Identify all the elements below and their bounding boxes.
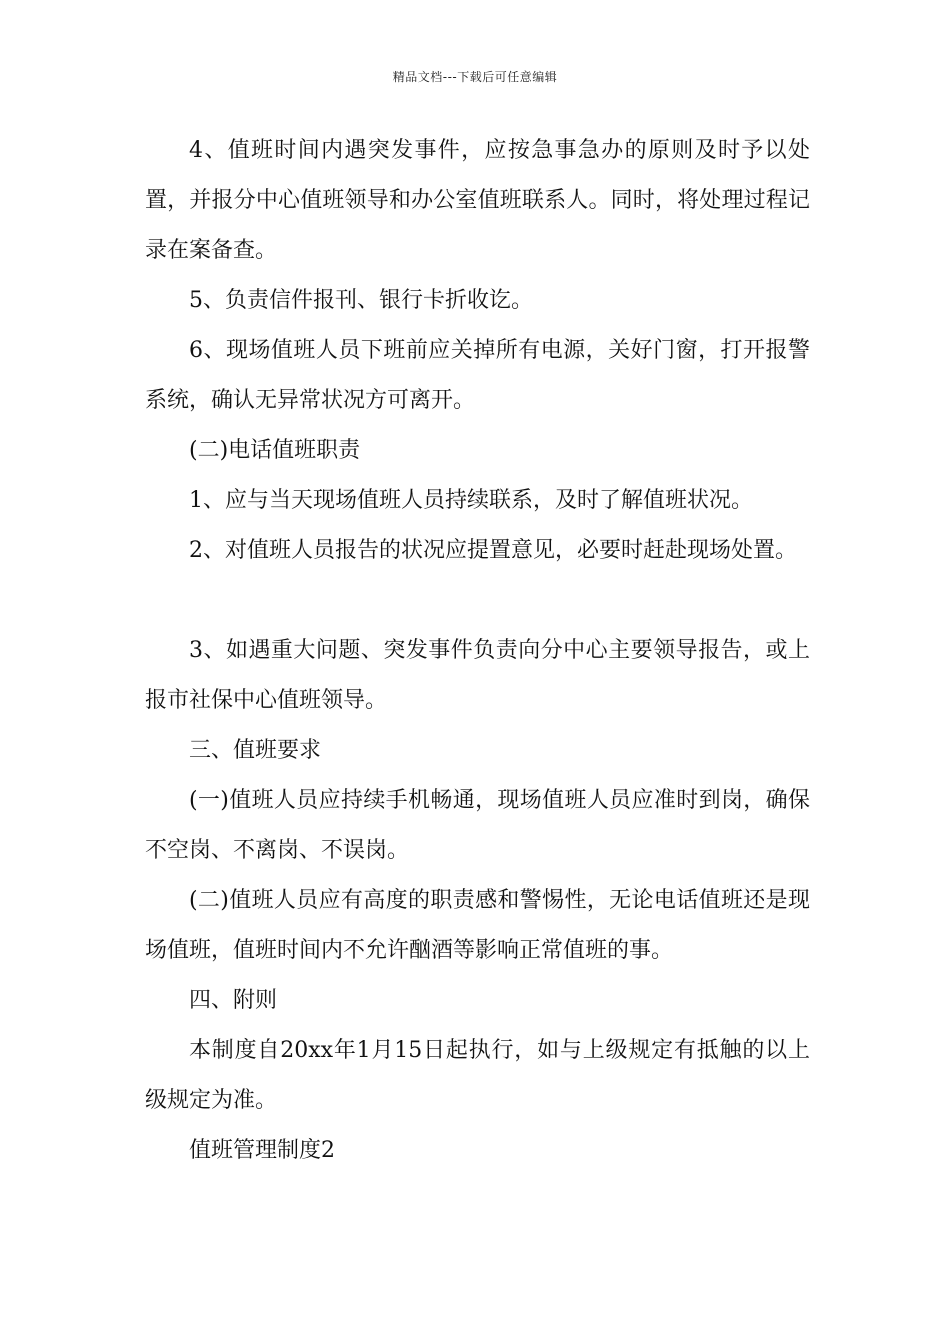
- paragraph-appendix: 本制度自20xx年1月15日起执行，如与上级规定有抵触的以上级规定为准。: [145, 1038, 810, 1113]
- page-header: 精品文档---下载后可任意编辑: [392, 70, 558, 84]
- paragraph-duty-6: 6、现场值班人员下班前应关掉所有电源，关好门窗，打开报警系统，确认无异常状况方可离开。: [145, 338, 810, 413]
- paragraph-requirement-2: (二)值班人员应有高度的职责感和警惕性，无论电话值班还是现场值班，值班时间内不允许酗酒等影响正常值班的事。: [145, 888, 810, 963]
- section-heading-requirements: 三、值班要求: [189, 738, 322, 763]
- document-body: [145, 126, 810, 1176]
- paragraph-phone-duty-3: 3、如遇重大问题、突发事件负责向分中心主要领导报告，或上报市社保中心值班领导。: [145, 638, 810, 713]
- blank-line: [145, 576, 810, 626]
- paragraph-phone-duty-2: 2、对值班人员报告的状况应提置意见，必要时赶赴现场处置。: [189, 538, 797, 563]
- paragraph-requirement-1: (一)值班人员应持续手机畅通，现场值班人员应准时到岗，确保不空岗、不离岗、不误岗。: [145, 788, 810, 863]
- paragraph-duty-4: 4、值班时间内遇突发事件，应按急事急办的原则及时予以处置，并报分中心值班领导和办公室值班联系人。同时，将处理过程记录在案备查。: [145, 138, 810, 263]
- paragraph-duty-5: 5、负责信件报刊、银行卡折收讫。: [189, 288, 533, 313]
- section-title-next: 值班管理制度2: [189, 1138, 335, 1163]
- section-heading-phone-duty: (二)电话值班职责: [189, 438, 361, 463]
- paragraph-phone-duty-1: 1、应与当天现场值班人员持续联系，及时了解值班状况。: [189, 488, 753, 513]
- section-heading-appendix: 四、附则: [189, 988, 278, 1013]
